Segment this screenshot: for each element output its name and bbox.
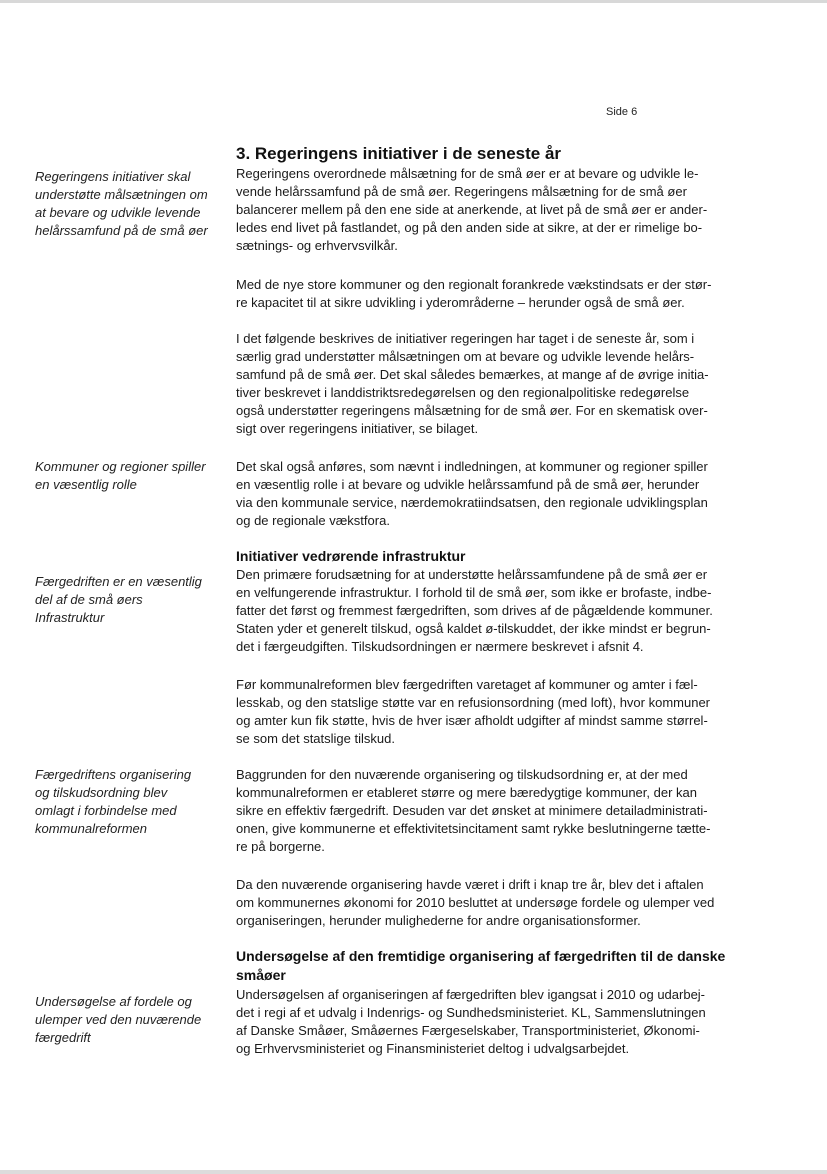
- margin-note-ferry-organisation: Færgedriftens organisering og tilskudsordning blev omlagt i forbindelse med kommunalreformen: [35, 767, 192, 836]
- margin-note-initiatives: Regeringens initiativer skal understøtte målsætningen om at bevare og udvikle levende helårssamfund på de små øer: [35, 169, 208, 238]
- scan-edge-top: [0, 0, 827, 3]
- paragraph-initiatives: I det følgende beskrives de initiativer regeringen har taget i de seneste år, som i særlig grad understøtter målsætningen om at bevare og udvikle levende helårs- samfund på de små øer. Det skal således bemærkes, at mange af de øvrige initia- tiver beskrevet i landdistriktsredegørelsen og den regionalpolitiske redegørelse også understøtter regeringens målsætning for de små øer. For en skematisk over- sigt over regeringens initiativer, se bilaget.: [236, 331, 709, 436]
- paragraph-agreement: Da den nuværende organisering havde været i drift i knap tre år, blev det i aftalen om kommunernes økonomi for 2010 besluttet at undersøge fordele og ulemper ved organiseringen, herunder mulighederne for andre organisationsformer.: [236, 877, 715, 928]
- margin-note-study: Undersøgelse af fordele og ulemper ved den nuværende færgedrift: [35, 994, 202, 1045]
- page-number: Side 6: [606, 106, 638, 118]
- paragraph-before-reform: Før kommunalreformen blev færgedriften varetaget af kommuner og amter i fæl- lesskab, og den statslige støtte var en refusionsordning (med loft), hvor kommuner og amter kun fik støtte, hvis de hver især afholdt udgifter af mindst samme størrel- se som det statslige tilskud.: [236, 677, 710, 746]
- margin-note-ferry-infrastructure: Færgedriften er en væsentlig del af de små øers Infrastruktur: [35, 574, 202, 625]
- paragraph-infrastructure: Den primære forudsætning for at understøtte helårssamfundene på de små øer er en velfungerende infrastruktur. I forhold til de små øer, som ikke er brofaste, indbe- fatter det først og fremmest færgedriften, som drives af de pågældende kommuner. Staten yder et generelt tilskud, også kaldet ø-tilskuddet, der ikke mindst er begrun- det i færgeudgiften. Tilskudsordningen er nærmere beskrevet i afsnit 4.: [236, 567, 713, 654]
- paragraph-municipalities: Det skal også anføres, som nævnt i indledningen, at kommuner og regioner spiller en væsentlig rolle i at bevare og udvikle helårssamfund på de små øer, herunder via den kommunale service, nærdemokratiindsatsen, den regionale udviklingsplan og de regionale vækstfora.: [236, 459, 708, 528]
- subheading-infrastructure: Initiativer vedrørende infrastruktur: [236, 548, 466, 564]
- paragraph-background: Baggrunden for den nuværende organisering og tilskudsordning er, at der med kommunalreformen er etableret større og mere bæredygtige kommuner, der kan sikre en effektiv færgedrift. Desuden var det ønsket at minimere detailadministrati- onen, give kommunerne et effektivitetsincitament samt rykke beslutningerne tætte- re på borgerne.: [236, 767, 711, 854]
- subheading-study: Undersøgelse af den fremtidige organisering af færgedriften til de danske småøer: [236, 948, 726, 983]
- scan-edge-bottom: [0, 1170, 827, 1174]
- paragraph-capacity: Med de nye store kommuner og den regionalt forankrede vækstindsats er der stør- re kapacitet til at sikre udvikling i yderområderne – herunder også de små øer.: [236, 277, 712, 310]
- paragraph-study: Undersøgelsen af organiseringen af færgedriften blev igangsat i 2010 og udarbej- det i regi af et udvalg i Indenrigs- og Sundhedsministeriet. KL, Sammenslutningen af Danske Småøer, Småøernes Færgeselskaber, Transportministeriet, Økonomi- og Erhvervsministeriet og Finansministeriet deltog i udvalgsarbejdet.: [236, 987, 706, 1056]
- margin-note-municipalities: Kommuner og regioner spiller en væsentlig rolle: [35, 459, 206, 492]
- section-heading: 3. Regeringens initiativer i de seneste år: [236, 144, 562, 163]
- paragraph-goal: Regeringens overordnede målsætning for de små øer er at bevare og udvikle le- vende helårssamfund på de små øer. Regeringens målsætning for de små øer balancerer mellem på den ene side at anerkende, at livet på de små øer er ander- ledes end livet på fastlandet, og på den anden side at sikre, at der er rimelige bo- sætnings- og erhvervsvilkår.: [236, 166, 708, 253]
